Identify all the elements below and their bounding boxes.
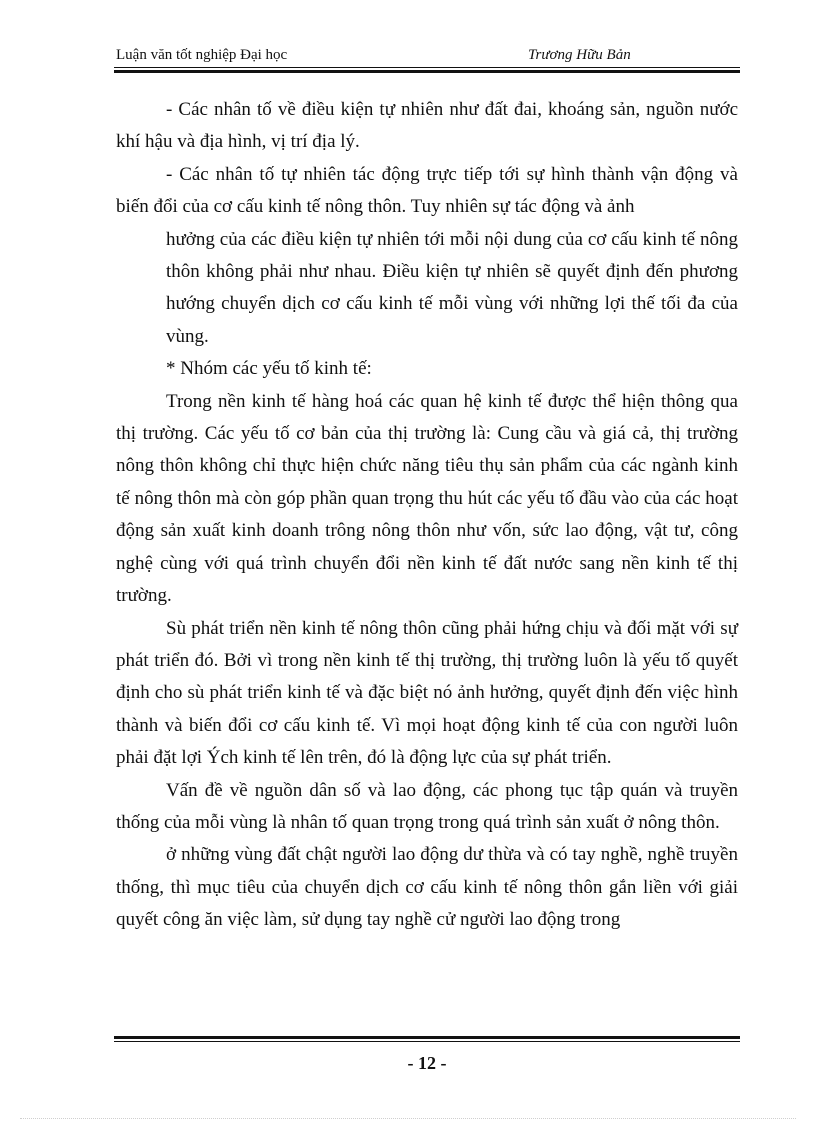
header-author-name: Trương Hữu Bản bbox=[528, 47, 631, 63]
section-heading-economic-factors: * Nhóm các yếu tố kinh tế: bbox=[166, 358, 372, 380]
page-number: - 12 - bbox=[407, 1053, 447, 1073]
header-thesis-title: Luận văn tốt nghiệp Đại học bbox=[116, 47, 288, 63]
footer-rule-thick bbox=[114, 1036, 740, 1039]
paragraph-natural-factors: - Các nhân tố về điều kiện tự nhiên như đất đai, khoáng sản, nguồn nước khí hậu và địa hình, vị trí địa lý. bbox=[116, 99, 738, 153]
header-rule-thick bbox=[114, 70, 740, 73]
paragraph-natural-influence: hưởng của các điều kiện tự nhiên tới mỗi nội dung của cơ cấu kinh tế nông thôn không phải như nhau. Điều kiện tự nhiên sẽ quyết định đến phương hướng chuyển dịch cơ cấu kinh tế mỗi vùng với những lợi thế tối đa của vùng. bbox=[166, 228, 738, 347]
paragraph-natural-impact: - Các nhân tố tự nhiên tác động trực tiếp tới sự hình thành vận động và biến đổi của cơ cấu kinh tế nông thôn. Tuy nhiên sự tác động và ảnh bbox=[116, 163, 738, 218]
page-header bbox=[114, 47, 740, 67]
paragraph-market-economy: Trong nền kinh tế hàng hoá các quan hệ kinh tế được thể hiện thông qua thị trường. Các yếu tố cơ bản của thị trường là: Cung cầu và giá cả, thị trường nông thôn không chỉ thực hiện chức năng tiêu thụ sản phẩm của các ngành kinh tế nông thôn mà còn góp phần quan trọng thu hút các yếu tố đầu vào của các hoạt động sản xuất kinh doanh trông nông thôn như vốn, sức lao động, vật tư, công nghệ cùng với quá trình chuyển đổi nền kinh tế đất nước sang nền kinh tế thị trường. bbox=[116, 390, 738, 607]
page-edge-dotted-line bbox=[20, 1118, 796, 1119]
footer-rule-thin bbox=[114, 1041, 740, 1042]
paragraph-dense-regions: ở những vùng đất chật người lao động dư thừa và có tay nghề, nghề truyền thống, thì mục tiêu của chuyển dịch cơ cấu kinh tế nông thôn gắn liền với giải quyết công ăn việc làm, sử dụng tay nghề cử người lao động trong bbox=[116, 844, 738, 931]
header-rule-thin bbox=[114, 67, 740, 68]
paragraph-rural-development: Sù phát triển nền kinh tế nông thôn cũng phải hứng chịu và đối mặt với sự phát triển đó. Bởi vì trong nền kinh tế thị trường, thị trường luôn là yếu tố quyết định cho sù phát triển kinh tế và đặc biệt nó ảnh hưởng, quyết định đến việc hình thành và biến đổi cơ cấu kinh tế. Vì mọi hoạt động kinh tế của con người luôn phải đặt lợi Ých kinh tế lên trên, đó là động lực của sự phát triển. bbox=[116, 617, 738, 769]
paragraph-population-labor: Vấn đề về nguồn dân số và lao động, các phong tục tập quán và truyền thống của mỗi vùng là nhân tố quan trọng trong quá trình sản xuất ở nông thôn. bbox=[116, 779, 738, 833]
page-body bbox=[116, 94, 738, 937]
